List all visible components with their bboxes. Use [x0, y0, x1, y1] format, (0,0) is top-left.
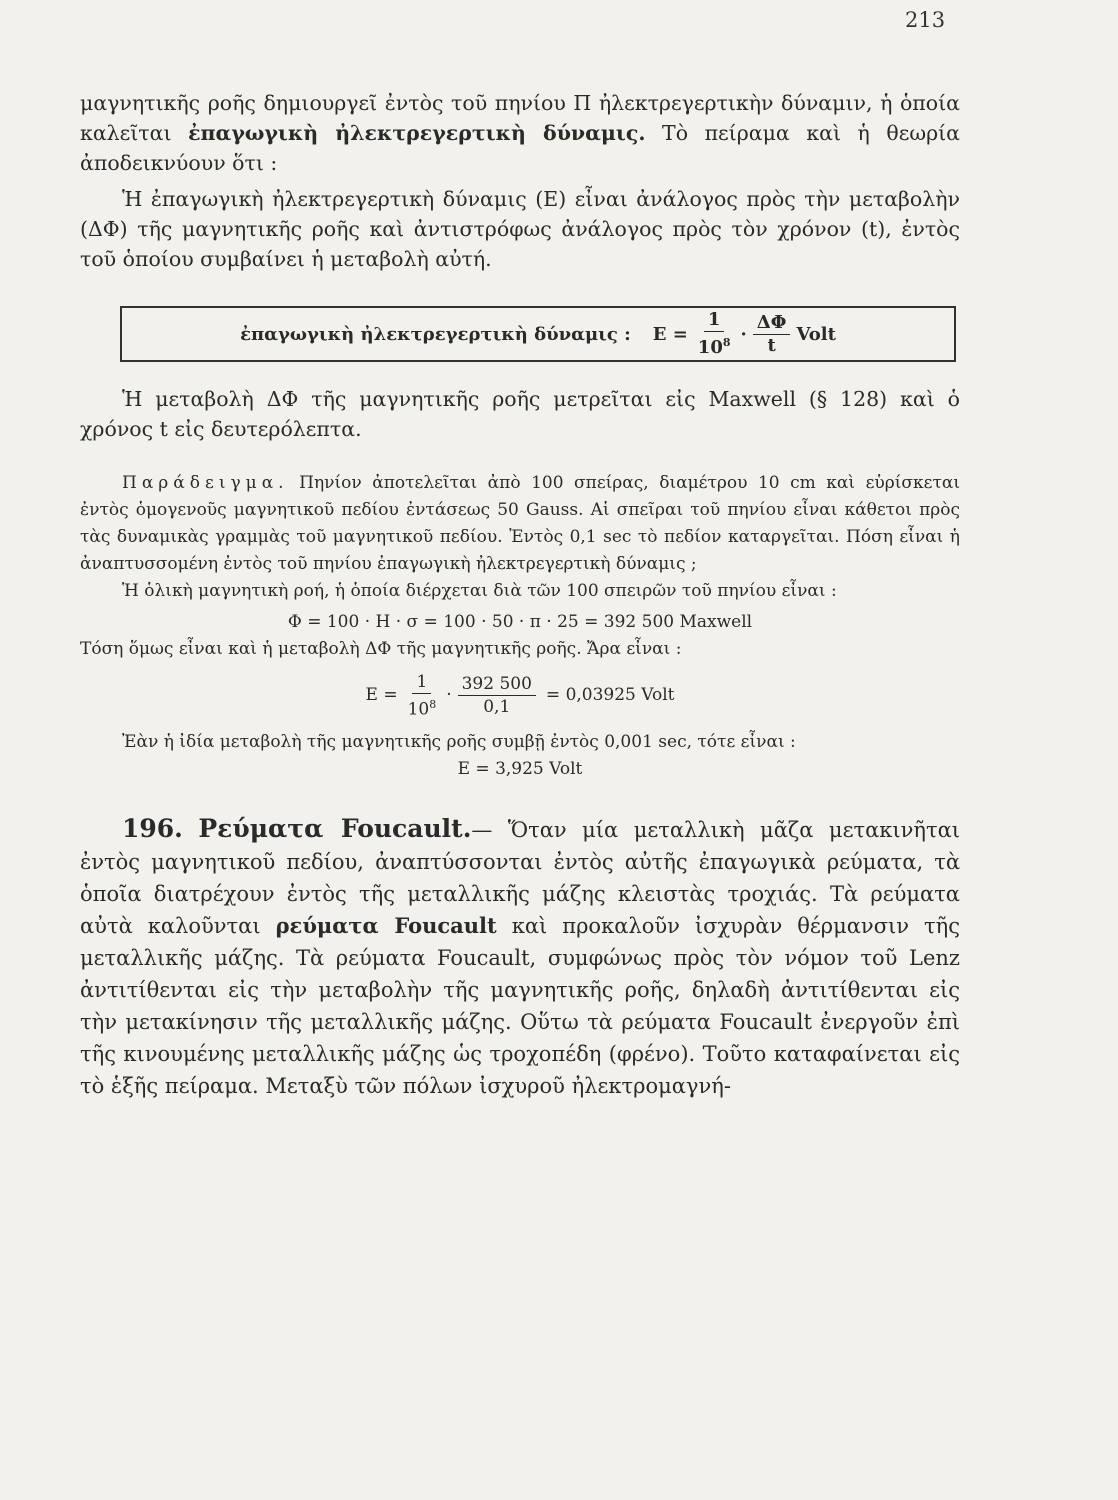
eq2-fraction-1: $\frac{1}{10^8}$ — [407, 672, 437, 720]
page-number: 213 — [905, 8, 946, 32]
alt-case-text: Ἐὰν ἡ ἰδία μεταβολὴ τῆς μαγνητικῆς ροῆς συμβῇ ἐντὸς 0,001 sec, τότε εἶναι : — [122, 731, 796, 752]
emf-equation: E = $\frac{1}{10^8}$ · $\frac{392 500}{0,1}$ = 0,03925 Volt — [365, 672, 675, 720]
formula-unit: Volt — [796, 323, 836, 345]
formula-label: ἐπαγωγικὴ ἠλεκτρεγερτικὴ δύναμις : — [240, 323, 631, 345]
emf-term: ἐπαγωγικὴ ἠλεκτρεγερτικὴ δύναμις. — [188, 121, 646, 145]
change-text: Τόση ὅμως εἶναι καὶ ἡ μεταβολὴ ΔΦ τῆς μαγνητικῆς ροῆς. Ἄρα εἶναι : — [80, 639, 682, 659]
section-196: 196. Ρεύματα Foucault.— Ὅταν μία μεταλλικὴ μᾶζα μετακινῆται ἐντὸς μαγνητικοῦ πεδίου, ἀναπτύσσονται ἐντὸς αὐτῆς ἐπαγωγικὰ ρεύματα, τὰ ὁποῖα διατρέχουν ἐντὸς τῆς μεταλλικῆς μάζης κλειστὰς τροχιάς. Τὰ ρεύματα αὐτὰ καλοῦνται ρεύματα Foucault καὶ προκαλοῦν ἰσχυρὰν θέρμανσιν τῆς μεταλλικῆς μάζης. Τὰ ρεύματα Foucault, συμφώνως πρὸς τὸν νόμον τοῦ Lenz ἀντιτίθενται εἰς τὴν μεταβολὴν τῆς μαγνητικῆς ροῆς, δηλαδὴ ἀντιτίθενται εἰς τὴν μετακίνησιν τῆς μεταλλικῆς μάζης. Οὕτω τὰ ρεύματα Foucault ἐνεργοῦν ἐπὶ τῆς κινουμένης μεταλλικῆς μάζης ὡς τροχοπέδη (φρένο). Τοῦτο καταφαίνεται εἰς τὸ ἑξῆς πείραμα. Μεταξὺ τῶν πόλων ἰσχυροῦ ἠλεκτρομαγνή- — [80, 813, 960, 1098]
paragraph-intro: μαγνητικῆς ροῆς δημιουργεῖ ἐντὸς τοῦ πηνίου Π ἠλεκτρεγερτικὴν δύναμιν, ἡ ὁποία καλεῖται ἐπαγωγικὴ ἠλεκτρεγερτικὴ δύναμις. Τὸ πείραμα καὶ ἡ θεωρία ἀποδεικνύουν ὅτι : — [80, 91, 960, 175]
eq2-fraction-2: $\frac{392 500}{0,1}$ — [458, 673, 536, 718]
formula-fraction-1: $\frac{1}{10^8}$ — [697, 309, 731, 358]
paragraph-law: Ἡ ἐπαγωγικὴ ἠλεκτρεγερτικὴ δύναμις (Ε) εἶναι ἀνάλογος πρὸς τὴν μεταβολὴν (ΔΦ) τῆς μαγνητικῆς ροῆς καὶ ἀντιστρόφως ἀνάλογος πρὸς τὸν χρόνον (t), ἐντὸς τοῦ ὁποίου συμβαίνει ἡ μεταβολὴ αὐτή. — [80, 187, 960, 271]
formula-box: ἐπαγωγικὴ ἠλεκτρεγερτικὴ δύναμις : E = $\frac{1}{10^8}$ · $\frac{\Delta\Phi}{t}$ Volt — [120, 306, 956, 362]
alt-case-equation: E = 3,925 Volt — [457, 758, 583, 779]
flux-equation: Φ = 100 · Η · σ = 100 · 50 · π · 25 = 392 500 Maxwell — [287, 612, 753, 632]
formula-lhs: E = — [652, 323, 688, 345]
formula-fraction-2: $\frac{\Delta\Phi}{t}$ — [753, 312, 791, 357]
page-content — [80, 88, 960, 1102]
example-statement: Παράδειγμα. Πηνίον ἀποτελεῖται ἀπὸ 100 σπείρας, διαμέτρου 10 cm καὶ εὑρίσκεται ἐντὸς ὁμογενοῦς μαγνητικοῦ πεδίου ἐντάσεως 50 Gauss. Αἱ σπεῖραι τοῦ πηνίου εἶναι κάθετοι πρὸς τὰς δυναμικὰς γραμμὰς τοῦ μαγνητικοῦ πεδίου. Ἐντὸς 0,1 sec τὸ πεδίον καταργεῖται. Πόση εἶναι ἡ ἀναπτυσσομένη ἐντὸς τοῦ πηνίου ἐπαγωγικὴ ἠλεκτρεγερτικὴ δύναμις ; — [80, 473, 960, 574]
section-title: Ρεύματα Foucault. — [198, 813, 472, 843]
section-number: 196. — [122, 813, 183, 843]
flux-intro: Ἡ ὁλικὴ μαγνητικὴ ροή, ἡ ὁποία διέρχεται διὰ τῶν 100 σπειρῶν τοῦ πηνίου εἶναι : — [122, 581, 837, 601]
foucault-term: ρεύματα Foucault — [275, 912, 497, 938]
example-label: Παράδειγμα. — [122, 473, 289, 493]
paragraph-units: Ἡ μεταβολὴ ΔΦ τῆς μαγνητικῆς ροῆς μετρεῖται εἰς Maxwell (§ 128) καὶ ὁ χρόνος t εἰς δευτερόλεπτα. — [80, 387, 960, 441]
